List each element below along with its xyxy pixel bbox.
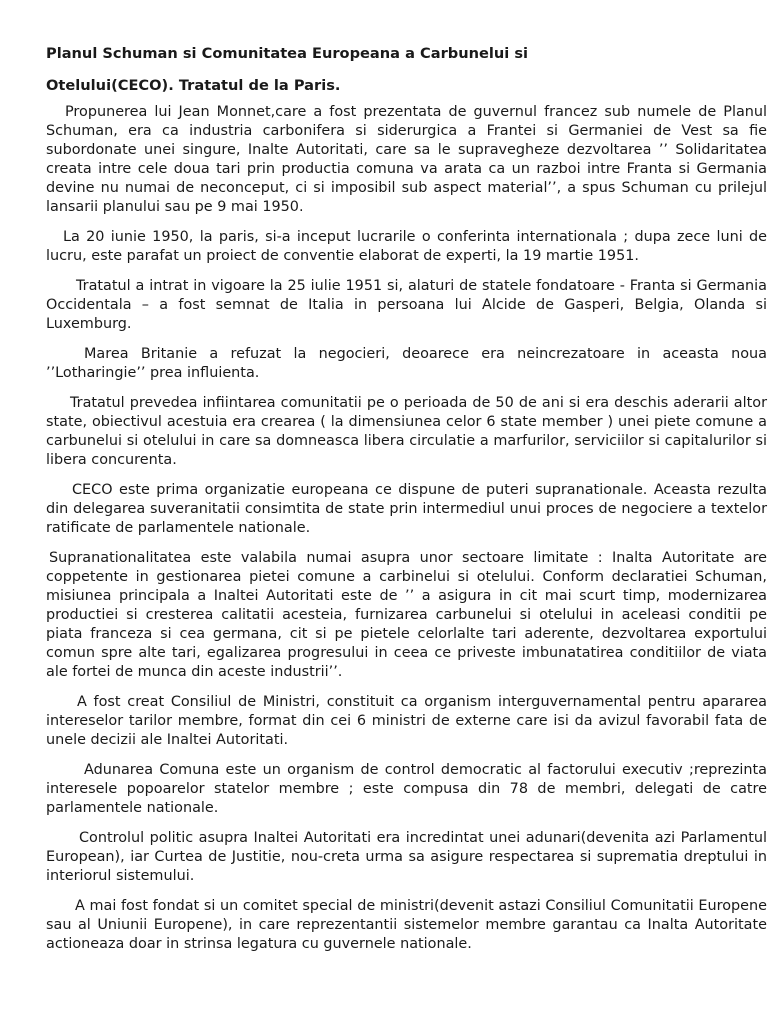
paragraph-11-text: A mai fost fondat si un comitet special de ministri(devenit astazi Consiliul Comunitatii Europene sau al Uniunii Europene), in care reprezentantii sistemelor membre garantau ca Inalta Autoritate actioneaza doar in strinsa legatura cu guvernele nationale. — [46, 898, 767, 952]
paragraph-1-text: Propunerea lui Jean Monnet,care a fost prezentata de guvernul francez sub numele de Planul Schuman, era ca industria carbonifera si siderurgica a Frantei si Germaniei de Vest sa fie subordonate unei singure, Inalte Autoritati, care sa le supravegheze dezvoltarea ’’ Solidaritatea creata intre cele doua tari prin productia comuna va arata ca un razboi intre Franta si Germania devine nu numai de neconceput, ci si imposibil sub aspect material’’, a spus Schuman cu prilejul lansarii planului sau pe 9 mai 1950. — [46, 104, 767, 215]
paragraph-6-text: CECO este prima organizatie europeana ce dispune de puteri supranationale. Aceasta rezulta din delegarea suveranitatii consimtita de state prin intermediul unui proces de negociere a textelor ratificate de parlamentele nationale. — [46, 482, 767, 536]
paragraph-2-text: La 20 iunie 1950, la paris, si-a inceput lucrarile o conferinta internationala ; dupa zece luni de lucru, este parafat un proiect de conventie elaborat de experti, la 19 martie 1951. — [46, 229, 767, 264]
paragraph-8-text: A fost creat Consiliul de Ministri, constituit ca organism interguvernamental pentru apararea intereselor tarilor membre, format din cei 6 ministri de externe care isi da avizul favorabil fata de unele decizii ale Inaltei Autoritati. — [46, 694, 767, 748]
paragraph-11 — [46, 897, 767, 954]
title-line-2: Otelului(CECO). Tratatul de la Paris. — [46, 77, 341, 94]
paragraph-3-text: Tratatul a intrat in vigoare la 25 iulie 1951 si, alaturi de statele fondatoare - Franta si Germania Occidentala – a fost semnat de Italia in persoana lui Alcide de Gasperi, Belgia, Olanda si Luxemburg. — [46, 278, 767, 332]
paragraph-4 — [46, 345, 767, 383]
title-line-1: Planul Schuman si Comunitatea Europeana a Carbunelui si — [46, 45, 529, 62]
paragraph-7 — [46, 549, 767, 682]
paragraph-10-text: Controlul politic asupra Inaltei Autoritati era incredintat unei adunari(devenita azi Parlamentul European), iar Curtea de Justitie, nou-creta urma sa asigure respectarea si suprematia dreptului in interiorul sistemului. — [46, 830, 767, 884]
paragraph-7-text: Supranationalitatea este valabila numai asupra unor sectoare limitate : Inalta Autoritate are coppetente in gestionarea pietei comune a carbinelui si otelului. Conform declaratiei Schuman, misiunea principala a Inaltei Autoritati este de ’’ a asigura in cit mai scurt timp, modernizarea productiei si cresterea calitatii acesteia, furnizarea carbunelui si otelului in aceleasi conditii pe piata franceza si cea germana, cit si pe pietele celorlalte tari aderente, dezvoltarea exportului comun spre alte tari, egalizarea progresului in ceea ce priveste imbunatatirea conditiilor de viata ale fortei de munca din aceste industrii’’. — [46, 550, 767, 680]
paragraph-8 — [46, 693, 767, 750]
paragraph-9 — [46, 761, 767, 818]
paragraph-4-text: Marea Britanie a refuzat la negocieri, deoarece era neincrezatoare in aceasta noua ’’Lotharingie’’ prea influienta. — [46, 346, 767, 381]
paragraph-5 — [46, 394, 767, 470]
paragraph-1 — [46, 103, 767, 217]
paragraph-5-text: Tratatul prevedea infiintarea comunitatii pe o perioada de 50 de ani si era deschis aderarii altor state, obiectivul acestuia era crearea ( la dimensiunea celor 6 state member ) unei piete comune a carbunelui si otelului in care sa domneasca libera circulatie a marfurilor, serviciilor si capitalurilor si libera concurenta. — [46, 395, 767, 468]
paragraph-2 — [46, 228, 767, 266]
paragraph-9-text: Adunarea Comuna este un organism de control democratic al factorului executiv ;reprezinta interesele popoarelor statelor membre ; este compusa din 78 de membri, delegati de catre parlamentele nationale. — [46, 762, 767, 816]
paragraph-3 — [46, 277, 767, 334]
paragraph-6 — [46, 481, 767, 538]
paragraph-10 — [46, 829, 767, 886]
document-title — [46, 44, 726, 95]
document-page — [46, 44, 767, 954]
